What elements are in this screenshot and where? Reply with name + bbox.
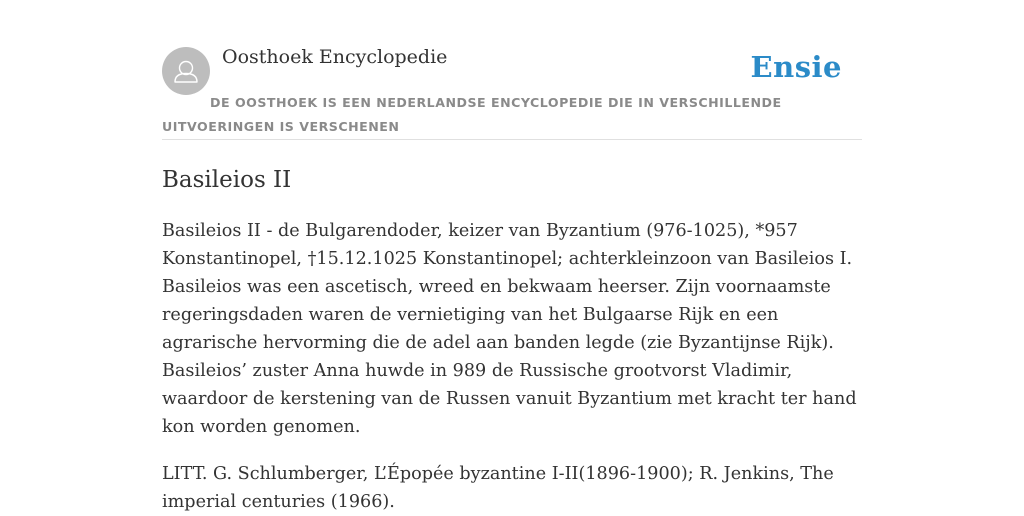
article-literature: LITT. G. Schlumberger, L’Épopée byzantine I-II(1896-1900); R. Jenkins, The imperial centuries (1966). [162,464,834,512]
page-container [162,44,862,516]
ensie-logo[interactable]: Ensie [750,50,842,84]
source-header [162,44,862,140]
article-body: Basileios II - de Bulgarendoder, keizer van Byzantium (976-1025), *957 Konstantinopel, †15.12.1025 Konstantinopel; achterkleinzoon van Basileios I. Basileios was een ascetisch, wreed en bekwaam heerser. Zijn voornaamste regeringsdaden waren de vernietiging van het Bulgaarse Rijk en een agrarische hervorming die de adel aan banden legde (zie Byzantijnse Rijk). Basileios’ zuster Anna huwde in 989 de Russische grootvorst Vladimir, waardoor de kerstening van de Russen vanuit Byzantium met kracht ter hand kon worden genomen. [162,221,857,437]
avatar[interactable] [162,47,210,95]
source-description: DE OOSTHOEK IS EEN NEDERLANDSE ENCYCLOPEDIE DIE IN VERSCHILLENDE UITVOERINGEN IS VERSCHENEN [162,95,782,134]
source-name[interactable]: Oosthoek Encyclopedie [222,46,448,68]
user-icon [162,47,210,95]
article-title: Basileios II [162,167,292,193]
